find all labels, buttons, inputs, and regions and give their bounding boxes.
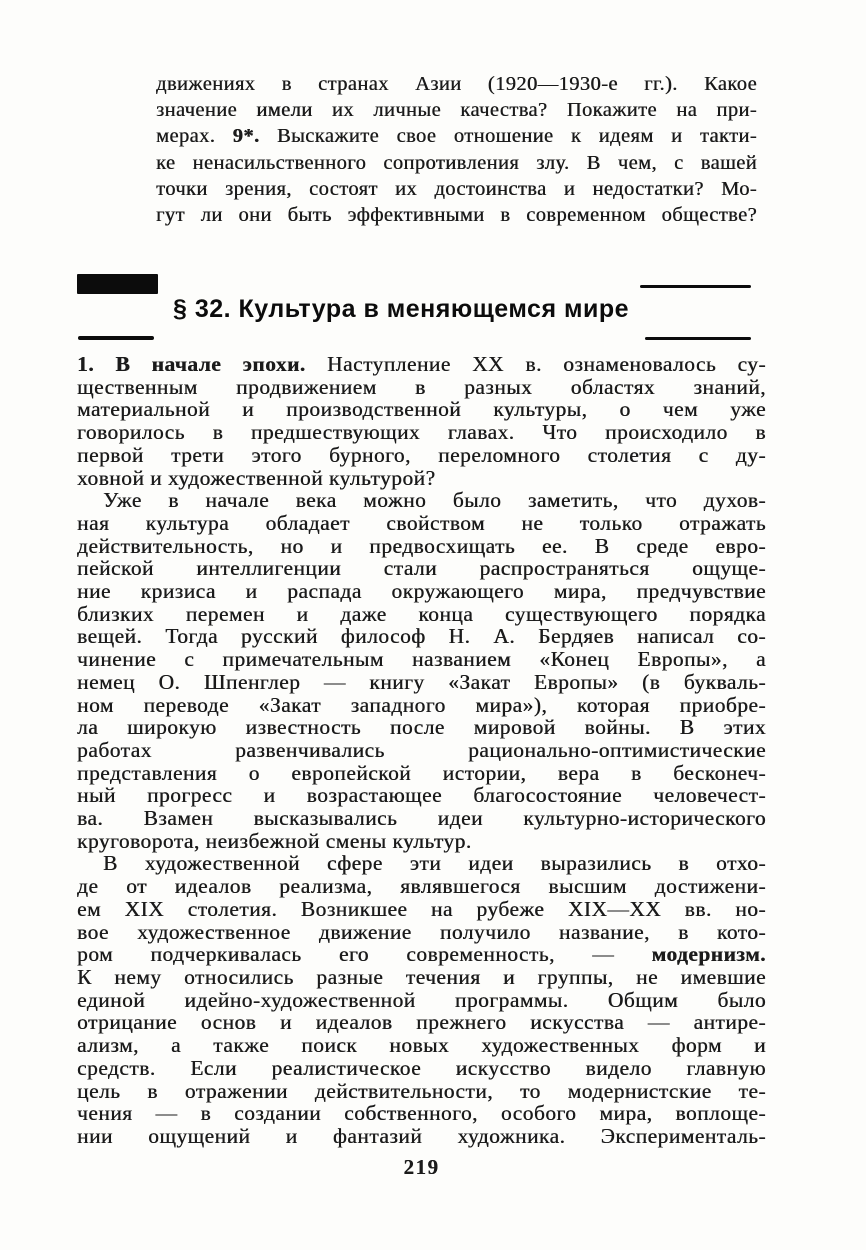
text-line: де от идеалов реализма, являвшегося высшим достижени- [77,874,766,899]
text-line: ализм, а также поиск новых художественных форм и [77,1033,766,1058]
text-line: ла широкую известность после мировой войны. В этих [77,715,766,740]
text-line: ва. Взамен высказывались идеи культурно-исторического [77,806,766,831]
text-line: щественным продвижением в разных областях знаний, [77,374,766,399]
text-line: ние кризиса и распада окружающего мира, предчувствие [77,579,766,604]
text-line: ке ненасильственного сопротивления злу. В чем, с вашей [156,151,757,174]
text-line: К нему относились разные течения и группы, не имевшие [77,964,766,989]
text-line: средств. Если реалистическое искусство видело главную [77,1055,766,1080]
bold-text: модернизм. [651,942,766,967]
text-line: материальной и производственной культуры, о чем уже [77,397,766,422]
text-line: цель в отражении действительности, то модернистские те- [77,1078,766,1103]
text-line: вещей. Тогда русский философ Н. А. Бердяев написал со- [77,624,766,649]
text-line: действительность, но и предвосхищать ее. В среде евро- [77,533,766,558]
text-line: близких перемен и даже конца существующего порядка [77,601,766,626]
text-line: точки зрения, состоят их достоинства и недостатки? Мо- [156,177,757,200]
text-line: вое художественное движение получило название, в кото- [77,919,766,944]
bold-text: 1. В начале эпохи. [77,352,306,376]
page-number: 219 [403,1155,440,1179]
text-line: В художественной сфере эти идеи выразились в отхо- [103,851,766,876]
text-line: пейской интеллигенции стали распространяться ощуще- [77,556,766,581]
body-paragraph [77,353,766,489]
text-line: круговорота, неизбежной смены культур. [77,828,472,853]
text-line: немец О. Шпенглер — книгу «Закат Европы» (в букваль- [77,669,766,694]
text-line: ном переводе «Закат западного мира»), которая приобре- [77,692,766,717]
heading-rule-bottom-right [645,337,751,340]
text-line: чинение с примечательным названием «Конец Европы», а [77,647,766,672]
text-line: представления о европейской истории, вера в бесконеч- [77,760,766,785]
section-heading: § 32. Культура в меняющемся мире [172,295,630,323]
text-line: Уже в начале века можно было заметить, что духов- [103,488,766,513]
text-line: ховной и художественной культурой? [77,465,436,490]
body-paragraph [77,852,766,1147]
text-line: движениях в странах Азии (1920—1930-е гг.). Какое [156,73,757,95]
section-marker-bar [77,274,158,294]
review-questions-paragraph [156,71,757,228]
body-paragraph [77,489,766,852]
heading-rule-bottom-left [78,336,154,340]
text-line: значение имели их личные качества? Покажите на при- [156,99,757,122]
text-line: работах развенчивались рационально-оптимистические [77,737,766,762]
text-line: 1. В начале эпохи. Наступление XX в. ознаменовалось су- [77,352,766,376]
text-line: ная культура обладает свойством не только отражать [77,510,766,535]
text-line: ем XIX столетия. Возникшее на рубеже XIX—XX вв. но- [77,896,766,921]
body-text [77,353,766,1148]
text-line: чения — в создании собственного, особого мира, воплоще- [77,1101,766,1126]
text-line: гут ли они быть эффективными в современном обществе? [156,204,757,227]
text-line: первой трети этого бурного, переломного столетия с ду- [77,442,766,467]
text-line: отрицание основ и идеалов прежнего искусства — антире- [77,1010,766,1035]
text-line: ром подчеркивалась его современность, — модернизм. [77,942,766,967]
text-line: мерах. 9*. Выскажите свое отношение к идеям и такти- [156,125,757,148]
text-line: говорилось в предшествующих главах. Что происходило в [77,420,766,445]
text-line: единой идейно-художественной программы. Общим было [77,987,766,1012]
bold-text: 9*. [232,125,260,148]
text-line: ный прогресс и возрастающее благосостояние человечест- [77,783,766,808]
heading-rule-top-right [640,285,751,288]
text-line: нии ощущений и фантазий художника. Эксперименталь- [77,1123,766,1148]
